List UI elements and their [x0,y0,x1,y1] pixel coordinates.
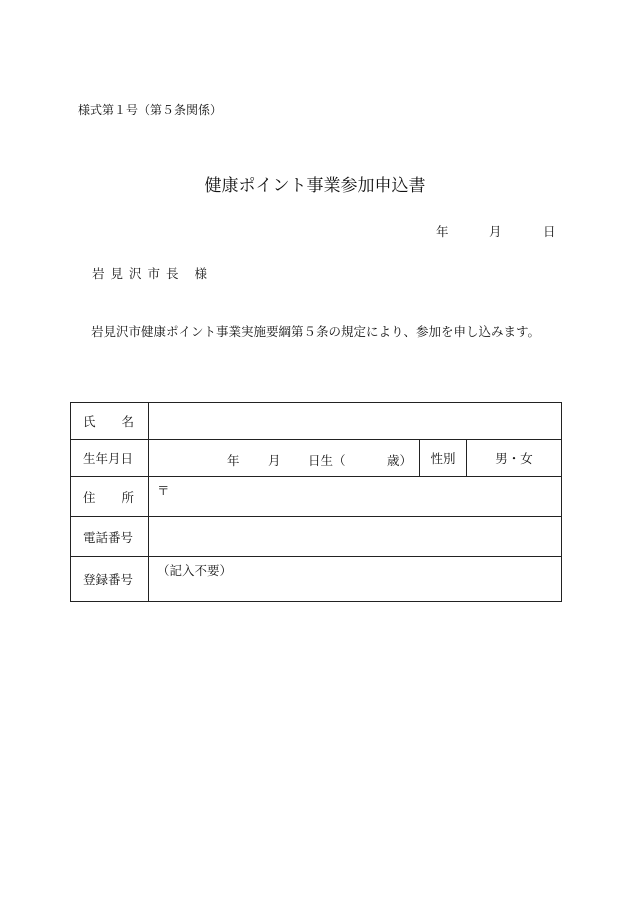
registration-row [71,557,562,602]
gender-options[interactable]: 男・女 [467,440,562,477]
addressee: 岩見沢市長 様 [92,266,213,281]
name-label: 氏名 [71,403,149,440]
birth-day-label: 日生（ [308,453,346,468]
name-field[interactable] [149,403,562,440]
registration-field [149,557,562,602]
document-title: 健康ポイント事業参加申込書 [204,176,426,196]
postal-mark: 〒 [157,483,170,498]
application-table [70,402,562,602]
birth-month-label: 月 [268,453,281,468]
name-row [71,403,562,440]
phone-row [71,517,562,557]
phone-label: 電話番号 [71,517,149,557]
birth-year-label: 年 [227,453,240,468]
date-month-label: 月 [489,224,502,239]
birthdate-field[interactable] [149,440,420,477]
birthdate-label: 生年月日 [71,440,149,477]
gender-label: 性別 [420,440,467,477]
address-field[interactable] [149,477,562,517]
date-year-label: 年 [436,224,449,239]
registration-label: 登録番号 [71,557,149,602]
address-row [71,477,562,517]
form-number: 様式第１号（第５条関係） [78,103,223,117]
birthdate-row [71,440,562,477]
phone-field[interactable] [149,517,562,557]
address-label: 住所 [71,477,149,517]
age-label: 歳） [387,453,413,468]
application-statement: 岩見沢市健康ポイント事業実施要綱第５条の規定により、参加を申し込みます。 [91,324,541,339]
date-day-label: 日 [543,224,556,239]
registration-note: （記入不要） [157,563,233,578]
